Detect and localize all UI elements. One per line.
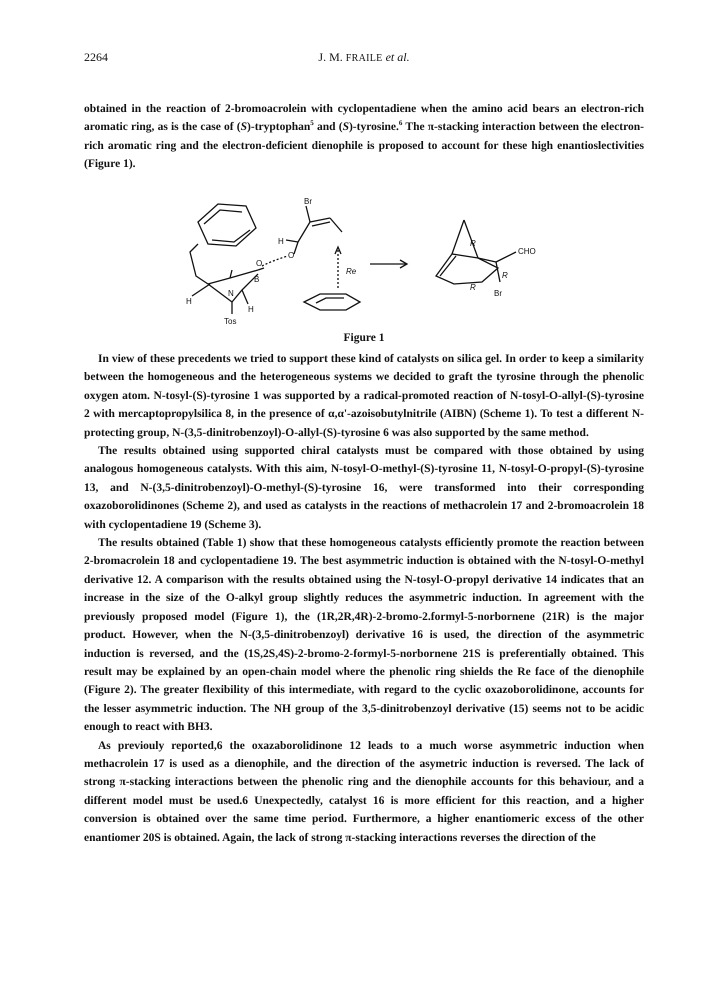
- running-head: [84, 50, 644, 66]
- paragraph-3: The results obtained using supported chiral catalysts must be compared with those obtained by using analogous homogeneous catalysts. With this aim, N-tosyl-O-methyl-(S)-tyrosine 11, N-tosyl-O-propyl-(S)-tyrosine 13, and N-(3,5-dinitrobenzoyl)-O-methyl-(S)-tyrosine 16, were transformed into their corresponding oxazoborolidinones (Scheme 2), and used as catalysts in the reactions of methacrolein 17 and 2-bromoacrolein 18 with cyclopentadiene 19 (Scheme 3).: [84, 445, 644, 531]
- fig-label-h1: H: [278, 237, 284, 246]
- fig-label-h3: H: [248, 305, 254, 314]
- body-text: [84, 350, 644, 847]
- paragraph-4: The results obtained (Table 1) show that these homogeneous catalysts efficiently promote the reaction between 2-bromacrolein 18 and cyclopentadiene 19. The best asymmetric induction is obtained with the N-tosyl-O-methyl derivative 12. A comparison with the results obtained using the N-tosyl-O-propyl derivative 14 indicates that an increase in the size of the O-alkyl group slightly reduces the asymmetric induction. In agreement with the previously proposed model (Figure 1), the (1R,2R,4R)-2-bromo-2.formyl-5-norbornene (21R) is the major product. However, when the N-(3,5-dinitrobenzoyl) derivative 16 is used, the direction of the asymmetric induction is reversed, and the (1S,2S,4S)-2-bromo-2-formyl-5-norbornene 21S is preferentially obtained. This result may be explained by an open-chain model where the phenolic ring shields the Re face of the dienophile (Figure 2). The greater flexibility of this intermediate, with regard to the cyclic oxazoborolidinone, accounts for the lesser asymmetric induction. The NH group of the 3,5-dinitrobenzoyl derivative (15) seems not to be acidic enough to react with BH3.: [84, 537, 644, 734]
- figure-1-caption: Figure 1: [343, 332, 385, 344]
- fig-label-re: Re: [346, 267, 357, 276]
- fig-label-o: O: [288, 251, 295, 260]
- figure-1-scheme: [170, 192, 580, 332]
- fig-label-n: N: [228, 289, 234, 298]
- fig-label-r1: R: [470, 239, 476, 248]
- fig-label-b: B: [254, 275, 260, 284]
- fig-label-br2: Br: [494, 289, 502, 298]
- fig-label-tos: Tos: [224, 317, 237, 326]
- page-number: 2264: [84, 50, 108, 64]
- transition-state-drawing: [170, 192, 580, 332]
- paragraph-5: As previouly reported,6 the oxazaborolidinone 12 leads to a much worse asymmetric induction when methacrolein 17 is used as a dienophile, and the direction of the asymetric induction is reversed. The lack of strong π-stacking interactions between the phenolic ring and the dienophile accounts for this behaviour, and a different model must be used.6 Unexpectedly, catalyst 16 is more efficient for this reaction, and a higher conversion is obtained over the same time period. Furthermore, a higher enantiomeric excess of the other enantiomer 20S is obtained. Again, the lack of strong π-stacking interactions reverses the direction of the: [84, 739, 644, 844]
- fig-label-o2: O: [256, 259, 263, 268]
- intro-paragraph: obtained in the reaction of 2-bromoacrolein with cyclopentadiene when the amino acid bears an electron-rich aromatic ring, as is the case of (S)-tryptophan$^5$ and (S)-tyrosine.$^6$ The π-stacking interaction between the electron-rich aromatic ring and the electron-deficient dienophile is proposed to account for these high enantioslectivities (Figure 1).: [84, 103, 645, 171]
- paragraph-2: In view of these precedents we tried to support these kind of catalysts on silica gel. In order to keep a similarity between the homogeneous and the heterogeneous systems we decided to graft the tyrosine through the phenolic oxygen atom. N-tosyl-(S)-tyrosine 1 was supported by a radical-promoted reaction of N-tosyl-O-allyl-(S)-tyrosine 2 with mercaptopropylsilica 8, in the presence of α,α'-azoisobutylnitrile (AIBN) (Scheme 1). To test a different N-protecting group, N-(3,5-dinitrobenzoyl)-O-allyl-(S)-tyrosine 6 was also supported by the same method.: [84, 353, 644, 439]
- running-head-authors: J. M. FRAILE et al.: [318, 50, 410, 64]
- fig-label-h2: H: [186, 297, 192, 306]
- fig-label-cho: CHO: [518, 247, 536, 256]
- fig-label-r3: R: [470, 283, 476, 292]
- fig-label-br-top: Br: [304, 197, 312, 206]
- fig-label-r2: R: [502, 271, 508, 280]
